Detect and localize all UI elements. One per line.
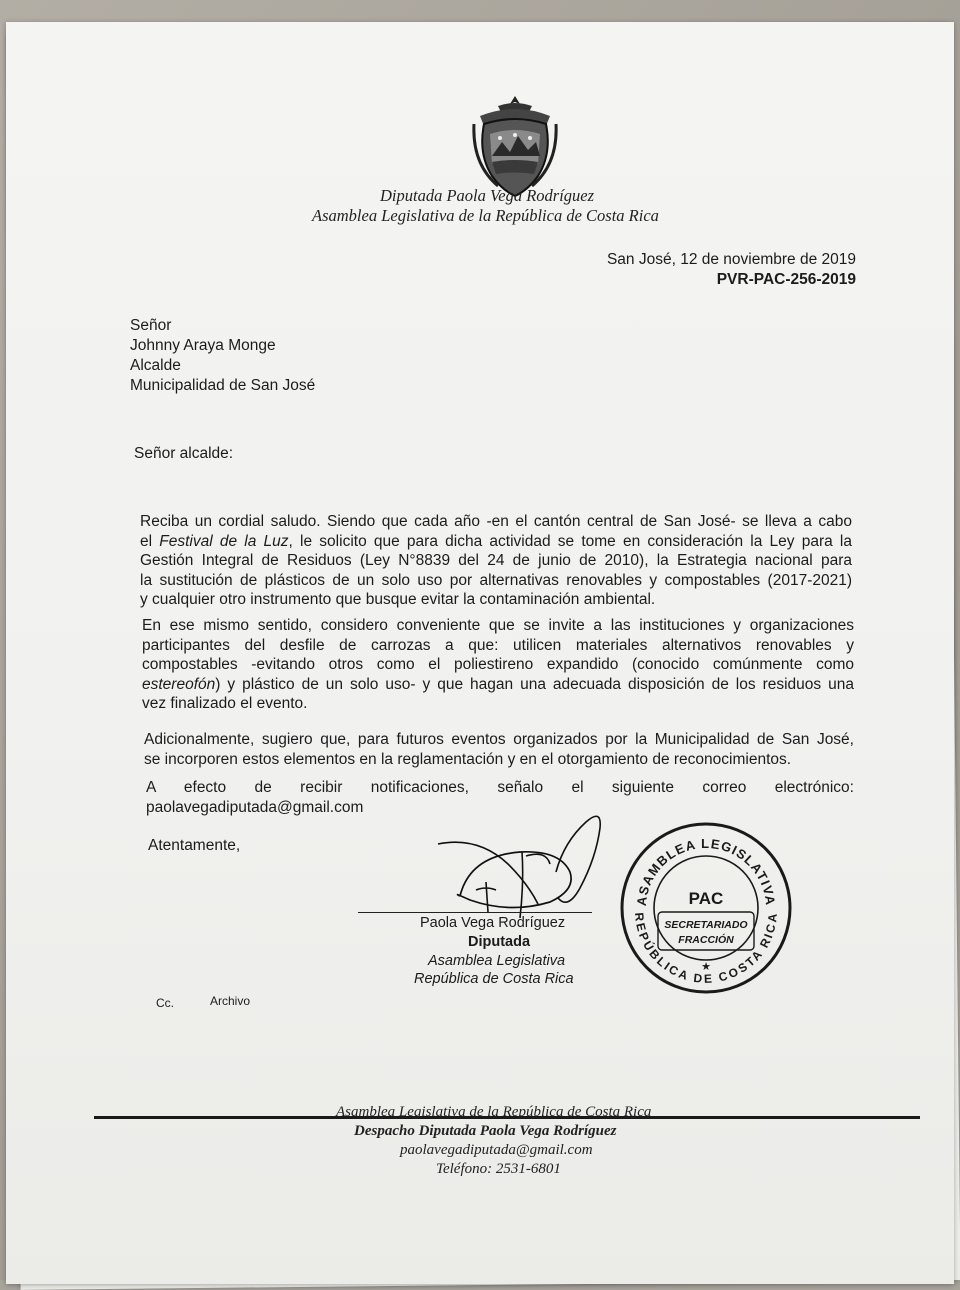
paragraph-2-line-2: participantes del desfile de carrozas a que: utilicen materiales alternativos renovables y xyxy=(142,636,854,654)
reference-number: PVR-PAC-256-2019 xyxy=(716,271,856,288)
stamp-line-1: SECRETARIADO xyxy=(664,919,748,931)
handwritten-signature xyxy=(426,812,626,924)
cc-value: Archivo xyxy=(210,994,251,1008)
paragraph-1-line-5: y cualquier otro instrumento que busque evitar la contaminación ambiental. xyxy=(140,591,656,609)
paragraph-1-line-2 xyxy=(140,532,852,552)
footer-institution: Asamblea Legislativa de la República de Costa Rica xyxy=(336,1104,652,1120)
paragraph-2-line-1: En ese mismo sentido, considero conveniente que se invite a las instituciones y organizaciones xyxy=(142,617,854,634)
paragraph-3-line-1: Adicionalmente, sugiero que, para futuros eventos organizados por la Municipalidad de San José, xyxy=(144,731,854,748)
greeting: Señor alcalde: xyxy=(134,445,234,462)
stamp-top-arc: ASAMBLEA LEGISLATIVA xyxy=(633,835,779,907)
stamp-star-icon: ★ xyxy=(701,961,711,973)
footer-email: paolavegadiputada@gmail.com xyxy=(400,1142,593,1158)
signer-role: Diputada xyxy=(468,934,531,950)
stamp-party: PAC xyxy=(688,889,724,908)
estereofon-term: estereofón xyxy=(142,675,216,693)
paragraph-1 xyxy=(140,512,852,610)
coat-of-arms-icon xyxy=(470,94,560,199)
cc-label: Cc. xyxy=(156,996,174,1010)
paragraph-1-line-3: Gestión Integral de Residuos (Ley N°8839 del 24 de junio de 2010), la Estrategia nacional para xyxy=(140,552,852,570)
paragraph-2-line-3: compostables -evitando otros como el poliestireno expandido (conocido comúnmente como xyxy=(142,656,854,674)
signer-org-1: Asamblea Legislativa xyxy=(428,953,566,969)
paragraph-1-line-2-pre: el xyxy=(140,532,160,550)
closing: Atentamente, xyxy=(148,837,241,854)
office-stamp-icon xyxy=(618,820,794,996)
paragraph-2-line-4-post: ) y plástico de un solo uso- y que hagan una adecuada disposición de los residuos una xyxy=(215,675,854,693)
stamp-bottom-arc: REPÚBLICA DE COSTA RICA xyxy=(632,911,780,986)
signer-name: Paola Vega Rodríguez xyxy=(420,915,566,931)
recipient-organization: Municipalidad de San José xyxy=(130,377,316,394)
paragraph-2 xyxy=(142,616,854,714)
stamp-line-2: FRACCIÓN xyxy=(678,934,734,946)
recipient-salutation: Señor xyxy=(130,317,172,334)
recipient-name: Johnny Araya Monge xyxy=(130,337,276,354)
festival-name: Festival de la Luz xyxy=(159,532,289,550)
paragraph-2-line-5: vez finalizado el evento. xyxy=(142,695,308,713)
contact-email: paolavegadiputada@gmail.com xyxy=(146,798,364,816)
paragraph-3 xyxy=(144,730,854,769)
paragraph-1-line-1: Reciba un cordial saludo. Siendo que cada año -en el cantón central de San José- se lleva a cabo xyxy=(140,513,852,530)
header-institution: Asamblea Legislativa de la República de Costa Rica xyxy=(312,206,659,225)
recipient-title: Alcalde xyxy=(130,357,181,374)
signature-rule xyxy=(358,912,592,913)
signer-org-2: República de Costa Rica xyxy=(414,971,574,987)
footer-office: Despacho Diputada Paola Vega Rodríguez xyxy=(354,1123,617,1139)
paragraph-3-line-2: se incorporen estos elementos en la reglamentación y en el otorgamiento de reconocimientos. xyxy=(144,750,792,768)
date-line: San José, 12 de noviembre de 2019 xyxy=(606,251,856,268)
letter-page xyxy=(6,22,954,1284)
paragraph-1-line-4: la sustitución de plásticos de un solo uso por alternativas renovables y compostables (2017-2021) xyxy=(140,571,852,589)
paragraph-2-line-4 xyxy=(142,675,854,695)
header-name: Diputada Paola Vega Rodríguez xyxy=(380,186,595,205)
paragraph-1-line-2-post: , le solicito que para dicha actividad se tome en consideración la Ley para la xyxy=(288,532,852,550)
footer-phone: Teléfono: 2531-6801 xyxy=(436,1161,561,1177)
paragraph-4-line-1: A efecto de recibir notificaciones, señalo el siguiente correo electrónico: xyxy=(146,779,854,796)
